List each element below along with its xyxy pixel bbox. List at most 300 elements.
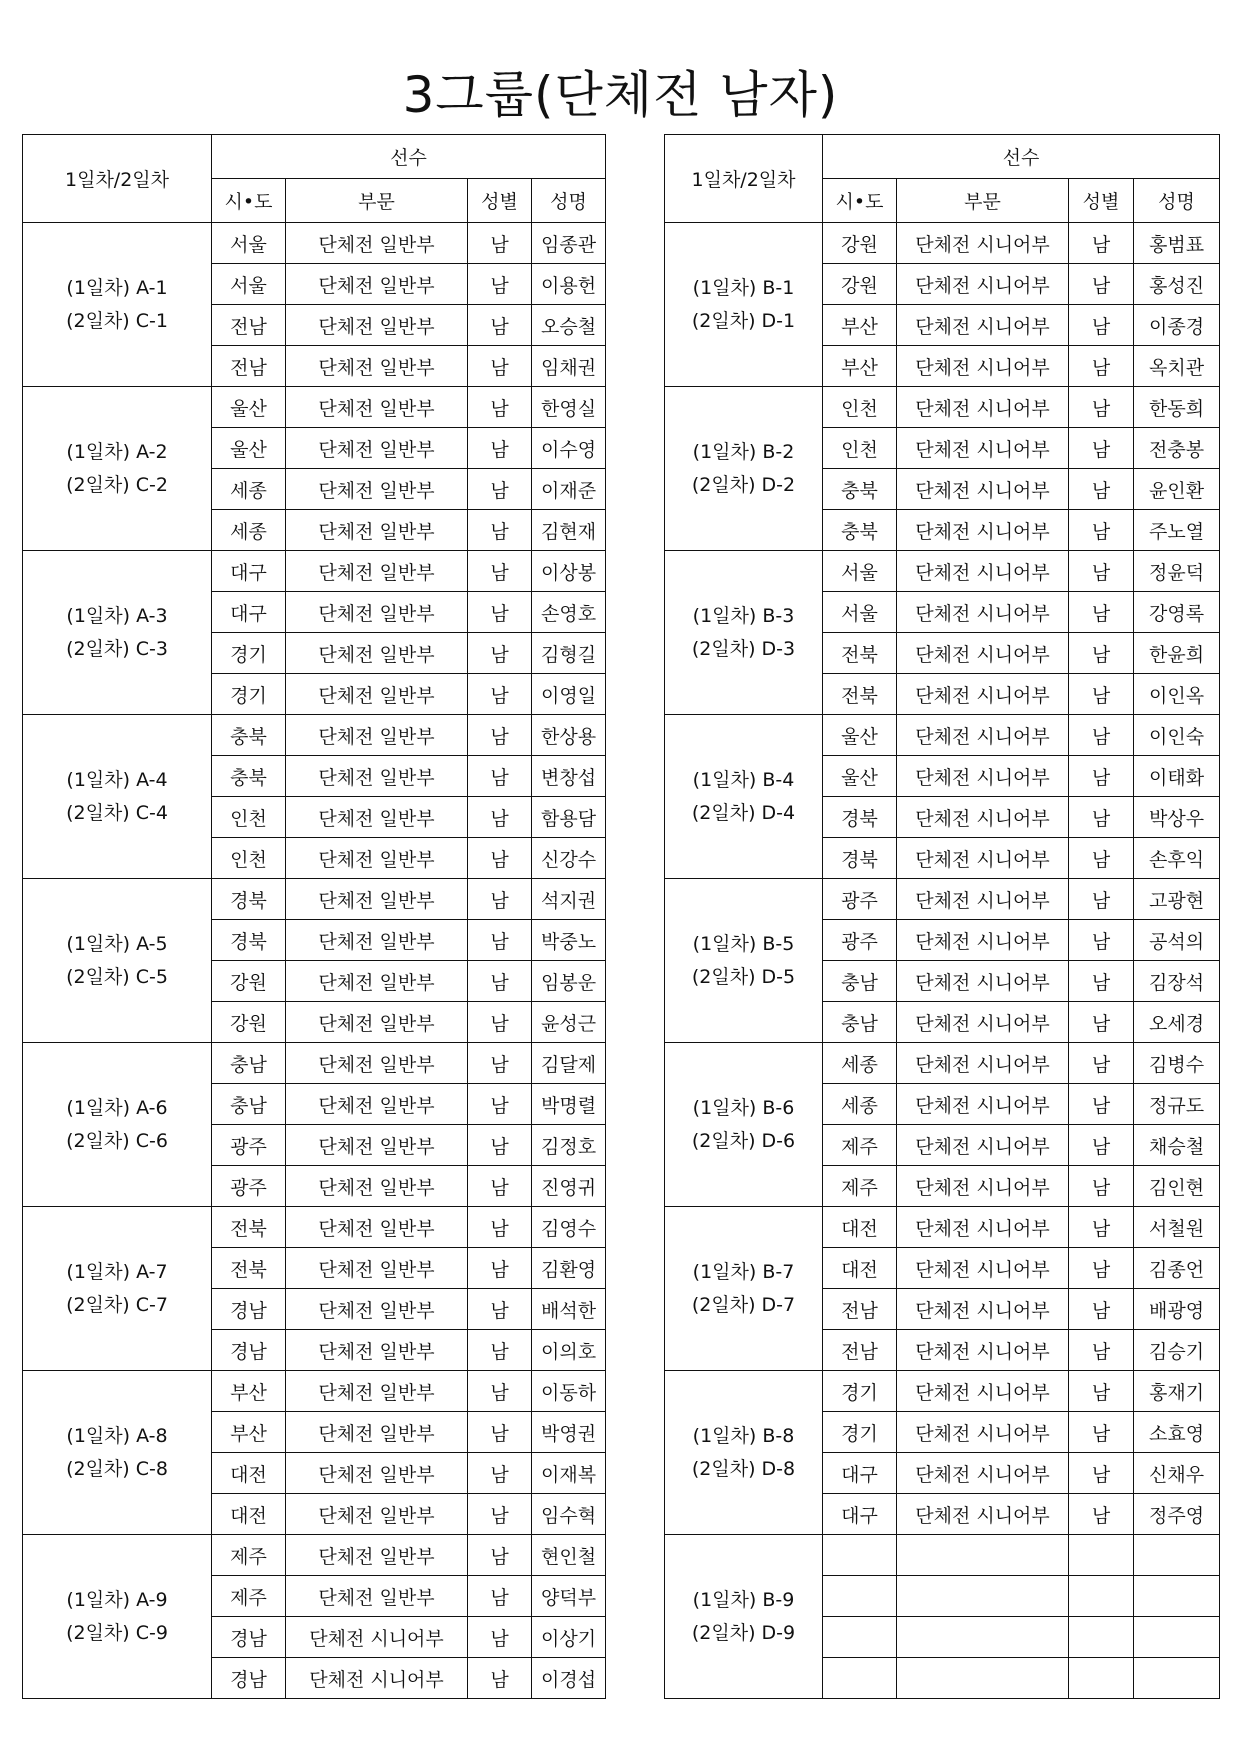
header-day: 1일차/2일차 <box>23 135 212 223</box>
team-day1: (1일차) A-7 <box>66 1260 168 1283</box>
player-name: 이상봉 <box>532 551 606 592</box>
player-gender: 남 <box>468 715 532 756</box>
player-gender: 남 <box>468 1453 532 1494</box>
table-row <box>665 1043 1220 1084</box>
player-division: 단체전 시니어부 <box>897 1248 1069 1289</box>
player-name: 신강수 <box>532 838 606 879</box>
player-name: 소효영 <box>1134 1412 1220 1453</box>
player-region: 부산 <box>212 1412 286 1453</box>
player-division: 단체전 일반부 <box>286 551 468 592</box>
player-gender: 남 <box>468 346 532 387</box>
table-row <box>23 551 606 592</box>
team-label <box>665 1207 823 1371</box>
player-division: 단체전 일반부 <box>286 879 468 920</box>
team-day1: (1일차) A-5 <box>66 932 168 955</box>
player-name: 임봉운 <box>532 961 606 1002</box>
player-name: 배광영 <box>1134 1289 1220 1330</box>
player-name: 양덕부 <box>532 1576 606 1617</box>
player-gender: 남 <box>1069 1248 1134 1289</box>
player-division: 단체전 시니어부 <box>897 1330 1069 1371</box>
player-name: 옥치관 <box>1134 346 1220 387</box>
player-gender: 남 <box>1069 1002 1134 1043</box>
player-gender: 남 <box>468 1084 532 1125</box>
player-division: 단체전 시니어부 <box>897 797 1069 838</box>
team-day2: (2일차) C-1 <box>66 309 168 332</box>
player-region: 인천 <box>823 387 897 428</box>
team-day1: (1일차) A-2 <box>66 440 168 463</box>
table-row <box>665 1371 1220 1412</box>
team-day2: (2일차) C-8 <box>66 1457 168 1480</box>
player-name: 한상용 <box>532 715 606 756</box>
player-name: 박명렬 <box>532 1084 606 1125</box>
player-name: 홍재기 <box>1134 1371 1220 1412</box>
player-division: 단체전 일반부 <box>286 1535 468 1576</box>
player-division: 단체전 일반부 <box>286 346 468 387</box>
group-table-left <box>22 134 606 1699</box>
player-gender <box>1069 1535 1134 1576</box>
header-division: 부문 <box>897 179 1069 223</box>
player-division: 단체전 시니어부 <box>897 223 1069 264</box>
player-region: 충남 <box>823 1002 897 1043</box>
player-name: 김장석 <box>1134 961 1220 1002</box>
player-division: 단체전 일반부 <box>286 469 468 510</box>
player-gender <box>1069 1658 1134 1699</box>
player-gender: 남 <box>468 1330 532 1371</box>
player-gender: 남 <box>1069 1166 1134 1207</box>
player-region: 전북 <box>823 633 897 674</box>
player-name: 진영귀 <box>532 1166 606 1207</box>
player-region: 대구 <box>212 592 286 633</box>
team-label <box>23 879 212 1043</box>
player-region: 강원 <box>823 223 897 264</box>
player-region: 강원 <box>823 264 897 305</box>
player-division: 단체전 일반부 <box>286 510 468 551</box>
team-day2: (2일차) C-2 <box>66 473 168 496</box>
table-row <box>23 387 606 428</box>
player-name: 이인숙 <box>1134 715 1220 756</box>
player-gender: 남 <box>1069 1453 1134 1494</box>
player-region <box>823 1576 897 1617</box>
team-day2: (2일차) D-8 <box>691 1457 796 1480</box>
player-gender: 남 <box>1069 469 1134 510</box>
player-gender: 남 <box>468 387 532 428</box>
player-division: 단체전 일반부 <box>286 674 468 715</box>
player-region: 울산 <box>823 715 897 756</box>
player-gender: 남 <box>468 1535 532 1576</box>
player-region: 대전 <box>212 1453 286 1494</box>
player-name: 김달제 <box>532 1043 606 1084</box>
player-name: 이경섭 <box>532 1658 606 1699</box>
player-region: 인천 <box>823 428 897 469</box>
player-region: 충남 <box>823 961 897 1002</box>
team-day1: (1일차) A-1 <box>66 276 168 299</box>
player-region: 대전 <box>823 1248 897 1289</box>
player-region: 전남 <box>823 1289 897 1330</box>
header-players: 선수 <box>212 135 606 179</box>
player-division: 단체전 시니어부 <box>897 592 1069 633</box>
player-region: 충남 <box>212 1043 286 1084</box>
page-title: 3그룹(단체전 남자) <box>402 66 839 124</box>
player-region: 서울 <box>212 223 286 264</box>
table-row <box>23 1207 606 1248</box>
player-gender: 남 <box>1069 592 1134 633</box>
player-name: 이재준 <box>532 469 606 510</box>
player-gender: 남 <box>468 305 532 346</box>
player-region: 광주 <box>212 1166 286 1207</box>
player-region: 제주 <box>823 1166 897 1207</box>
team-day1: (1일차) B-5 <box>692 932 795 955</box>
player-gender <box>1069 1617 1134 1658</box>
player-gender: 남 <box>468 1289 532 1330</box>
team-day2: (2일차) D-5 <box>691 965 796 988</box>
player-gender: 남 <box>1069 551 1134 592</box>
player-region: 경북 <box>823 797 897 838</box>
player-region: 인천 <box>212 838 286 879</box>
table-row <box>23 1371 606 1412</box>
player-division: 단체전 시니어부 <box>897 674 1069 715</box>
table-row <box>23 879 606 920</box>
header-region: 시•도 <box>823 179 897 223</box>
player-region: 경북 <box>823 838 897 879</box>
player-region: 제주 <box>212 1576 286 1617</box>
player-name: 손영호 <box>532 592 606 633</box>
player-division: 단체전 시니어부 <box>897 1043 1069 1084</box>
team-day2: (2일차) C-7 <box>66 1293 168 1316</box>
team-label <box>665 879 823 1043</box>
player-region: 경기 <box>823 1412 897 1453</box>
player-division: 단체전 일반부 <box>286 961 468 1002</box>
player-name: 김정호 <box>532 1125 606 1166</box>
team-day1: (1일차) B-2 <box>692 440 795 463</box>
team-day1: (1일차) B-6 <box>692 1096 795 1119</box>
player-region: 경남 <box>212 1289 286 1330</box>
player-name: 정주영 <box>1134 1494 1220 1535</box>
player-division: 단체전 일반부 <box>286 838 468 879</box>
table-row <box>23 1043 606 1084</box>
player-division <box>897 1658 1069 1699</box>
player-region: 강원 <box>212 961 286 1002</box>
player-name <box>1134 1535 1220 1576</box>
table-row <box>23 715 606 756</box>
player-name: 임채권 <box>532 346 606 387</box>
player-division: 단체전 시니어부 <box>897 346 1069 387</box>
player-division: 단체전 시니어부 <box>897 1125 1069 1166</box>
player-division: 단체전 시니어부 <box>286 1658 468 1699</box>
player-division: 단체전 시니어부 <box>897 715 1069 756</box>
player-division: 단체전 시니어부 <box>897 1289 1069 1330</box>
team-day1: (1일차) B-3 <box>692 604 795 627</box>
player-name: 홍범표 <box>1134 223 1220 264</box>
player-name: 박영권 <box>532 1412 606 1453</box>
player-name: 김인현 <box>1134 1166 1220 1207</box>
player-division: 단체전 시니어부 <box>897 1002 1069 1043</box>
player-gender: 남 <box>468 1248 532 1289</box>
player-region: 전북 <box>212 1207 286 1248</box>
player-region: 대구 <box>823 1453 897 1494</box>
player-region: 울산 <box>212 387 286 428</box>
team-day2: (2일차) C-6 <box>66 1129 168 1152</box>
team-day1: (1일차) A-3 <box>66 604 168 627</box>
player-gender: 남 <box>468 264 532 305</box>
team-label <box>23 1043 212 1207</box>
player-gender: 남 <box>468 961 532 1002</box>
player-name: 한동희 <box>1134 387 1220 428</box>
player-gender: 남 <box>1069 633 1134 674</box>
table-row <box>665 1207 1220 1248</box>
player-name: 배석한 <box>532 1289 606 1330</box>
player-name: 윤인환 <box>1134 469 1220 510</box>
player-gender: 남 <box>1069 223 1134 264</box>
player-region: 충북 <box>823 510 897 551</box>
player-division: 단체전 일반부 <box>286 305 468 346</box>
table-row <box>665 223 1220 264</box>
player-gender: 남 <box>1069 756 1134 797</box>
player-division: 단체전 일반부 <box>286 633 468 674</box>
player-division: 단체전 일반부 <box>286 223 468 264</box>
table-row <box>665 387 1220 428</box>
player-division: 단체전 시니어부 <box>897 961 1069 1002</box>
team-label <box>665 715 823 879</box>
player-region: 경북 <box>212 879 286 920</box>
player-name <box>1134 1658 1220 1699</box>
player-division: 단체전 시니어부 <box>897 756 1069 797</box>
player-name: 한윤희 <box>1134 633 1220 674</box>
player-name: 공석의 <box>1134 920 1220 961</box>
player-name: 현인철 <box>532 1535 606 1576</box>
player-division: 단체전 일반부 <box>286 1084 468 1125</box>
player-name: 박상우 <box>1134 797 1220 838</box>
player-name: 강영록 <box>1134 592 1220 633</box>
player-name: 이태화 <box>1134 756 1220 797</box>
player-gender: 남 <box>1069 1371 1134 1412</box>
player-gender: 남 <box>468 1043 532 1084</box>
player-division: 단체전 일반부 <box>286 1248 468 1289</box>
header-day: 1일차/2일차 <box>665 135 823 223</box>
player-region: 대전 <box>212 1494 286 1535</box>
player-name: 김승기 <box>1134 1330 1220 1371</box>
player-name: 이영일 <box>532 674 606 715</box>
player-region: 경남 <box>212 1658 286 1699</box>
player-gender: 남 <box>468 1207 532 1248</box>
team-label <box>23 1371 212 1535</box>
player-gender: 남 <box>468 1125 532 1166</box>
team-day2: (2일차) D-3 <box>691 637 796 660</box>
team-label <box>23 715 212 879</box>
player-division: 단체전 시니어부 <box>286 1617 468 1658</box>
player-gender: 남 <box>468 428 532 469</box>
team-day1: (1일차) B-8 <box>692 1424 795 1447</box>
team-label <box>665 1535 823 1699</box>
player-division: 단체전 일반부 <box>286 1494 468 1535</box>
player-division: 단체전 시니어부 <box>897 1453 1069 1494</box>
player-name: 김환영 <box>532 1248 606 1289</box>
player-division: 단체전 일반부 <box>286 264 468 305</box>
player-gender <box>1069 1576 1134 1617</box>
player-gender: 남 <box>1069 510 1134 551</box>
player-name: 고광현 <box>1134 879 1220 920</box>
player-division <box>897 1576 1069 1617</box>
player-name: 김병수 <box>1134 1043 1220 1084</box>
player-division: 단체전 일반부 <box>286 797 468 838</box>
player-gender: 남 <box>1069 387 1134 428</box>
player-region: 세종 <box>212 469 286 510</box>
player-division: 단체전 시니어부 <box>897 920 1069 961</box>
player-gender: 남 <box>1069 1289 1134 1330</box>
player-division: 단체전 시니어부 <box>897 838 1069 879</box>
player-region: 전남 <box>823 1330 897 1371</box>
player-name: 서철원 <box>1134 1207 1220 1248</box>
player-gender: 남 <box>468 223 532 264</box>
team-label <box>665 551 823 715</box>
player-gender: 남 <box>468 592 532 633</box>
team-day2: (2일차) C-3 <box>66 637 168 660</box>
player-gender: 남 <box>468 633 532 674</box>
team-label <box>665 387 823 551</box>
player-gender: 남 <box>1069 1125 1134 1166</box>
player-gender: 남 <box>468 1002 532 1043</box>
player-region: 전북 <box>212 1248 286 1289</box>
team-day2: (2일차) C-5 <box>66 965 168 988</box>
player-gender: 남 <box>1069 674 1134 715</box>
header-players: 선수 <box>823 135 1220 179</box>
player-name: 임수혁 <box>532 1494 606 1535</box>
table-row <box>23 223 606 264</box>
player-division: 단체전 시니어부 <box>897 469 1069 510</box>
player-division: 단체전 일반부 <box>286 1576 468 1617</box>
header-gender: 성별 <box>468 179 532 223</box>
player-division: 단체전 일반부 <box>286 1125 468 1166</box>
player-division: 단체전 시니어부 <box>897 551 1069 592</box>
player-region: 광주 <box>212 1125 286 1166</box>
player-region: 광주 <box>823 920 897 961</box>
player-division: 단체전 시니어부 <box>897 264 1069 305</box>
player-region: 충북 <box>212 715 286 756</box>
team-day1: (1일차) A-6 <box>66 1096 168 1119</box>
team-day2: (2일차) C-4 <box>66 801 168 824</box>
player-division: 단체전 일반부 <box>286 1453 468 1494</box>
player-region: 울산 <box>823 756 897 797</box>
player-name: 한영실 <box>532 387 606 428</box>
player-division: 단체전 시니어부 <box>897 1084 1069 1125</box>
player-region: 충북 <box>212 756 286 797</box>
player-name: 주노열 <box>1134 510 1220 551</box>
player-division: 단체전 일반부 <box>286 1043 468 1084</box>
player-gender: 남 <box>1069 797 1134 838</box>
team-day2: (2일차) D-1 <box>691 309 796 332</box>
player-region: 경기 <box>212 633 286 674</box>
player-gender: 남 <box>468 1658 532 1699</box>
player-gender: 남 <box>1069 346 1134 387</box>
player-region: 광주 <box>823 879 897 920</box>
player-name: 김종언 <box>1134 1248 1220 1289</box>
player-division: 단체전 시니어부 <box>897 1166 1069 1207</box>
player-division: 단체전 시니어부 <box>897 305 1069 346</box>
player-division: 단체전 일반부 <box>286 1289 468 1330</box>
team-day1: (1일차) A-8 <box>66 1424 168 1447</box>
player-gender: 남 <box>1069 1084 1134 1125</box>
player-name: 손후익 <box>1134 838 1220 879</box>
table-row <box>665 879 1220 920</box>
table-row <box>23 1535 606 1576</box>
player-name: 김형길 <box>532 633 606 674</box>
team-label <box>665 1043 823 1207</box>
player-name: 석지권 <box>532 879 606 920</box>
player-gender: 남 <box>1069 715 1134 756</box>
player-region <box>823 1535 897 1576</box>
header-division: 부문 <box>286 179 468 223</box>
player-division <box>897 1535 1069 1576</box>
team-label <box>23 1535 212 1699</box>
player-region: 제주 <box>823 1125 897 1166</box>
player-region: 전남 <box>212 305 286 346</box>
team-day1: (1일차) A-9 <box>66 1588 168 1611</box>
player-gender: 남 <box>1069 879 1134 920</box>
player-name: 윤성근 <box>532 1002 606 1043</box>
player-name <box>1134 1617 1220 1658</box>
player-gender: 남 <box>468 1412 532 1453</box>
team-day1: (1일차) A-4 <box>66 768 168 791</box>
team-day1: (1일차) B-4 <box>692 768 795 791</box>
player-name <box>1134 1576 1220 1617</box>
player-division: 단체전 일반부 <box>286 756 468 797</box>
player-gender: 남 <box>1069 428 1134 469</box>
team-day2: (2일차) D-9 <box>691 1621 796 1644</box>
player-name: 임종관 <box>532 223 606 264</box>
player-gender: 남 <box>1069 1412 1134 1453</box>
player-division: 단체전 일반부 <box>286 1330 468 1371</box>
header-region: 시•도 <box>212 179 286 223</box>
player-gender: 남 <box>468 1166 532 1207</box>
player-gender: 남 <box>468 879 532 920</box>
player-region: 강원 <box>212 1002 286 1043</box>
player-region: 충남 <box>212 1084 286 1125</box>
player-gender: 남 <box>468 1617 532 1658</box>
player-gender: 남 <box>1069 920 1134 961</box>
player-region: 서울 <box>823 551 897 592</box>
team-day2: (2일차) D-4 <box>691 801 796 824</box>
player-name: 김현재 <box>532 510 606 551</box>
player-name: 이재복 <box>532 1453 606 1494</box>
player-gender: 남 <box>468 551 532 592</box>
player-name: 함용담 <box>532 797 606 838</box>
player-division: 단체전 일반부 <box>286 1002 468 1043</box>
player-division: 단체전 시니어부 <box>897 633 1069 674</box>
player-gender: 남 <box>468 1576 532 1617</box>
table-row <box>665 551 1220 592</box>
header-name: 성명 <box>532 179 606 223</box>
player-region: 경북 <box>212 920 286 961</box>
player-division: 단체전 시니어부 <box>897 1207 1069 1248</box>
player-gender: 남 <box>1069 961 1134 1002</box>
player-region: 서울 <box>212 264 286 305</box>
player-division <box>897 1617 1069 1658</box>
player-division: 단체전 일반부 <box>286 1166 468 1207</box>
player-division: 단체전 시니어부 <box>897 428 1069 469</box>
player-division: 단체전 시니어부 <box>897 879 1069 920</box>
player-name: 이동하 <box>532 1371 606 1412</box>
player-name: 오승철 <box>532 305 606 346</box>
player-name: 김영수 <box>532 1207 606 1248</box>
team-label <box>665 1371 823 1535</box>
player-name: 채승철 <box>1134 1125 1220 1166</box>
player-division: 단체전 일반부 <box>286 920 468 961</box>
player-name: 이인옥 <box>1134 674 1220 715</box>
player-name: 이의호 <box>532 1330 606 1371</box>
player-name: 오세경 <box>1134 1002 1220 1043</box>
player-name: 홍성진 <box>1134 264 1220 305</box>
player-region: 울산 <box>212 428 286 469</box>
player-gender: 남 <box>468 510 532 551</box>
